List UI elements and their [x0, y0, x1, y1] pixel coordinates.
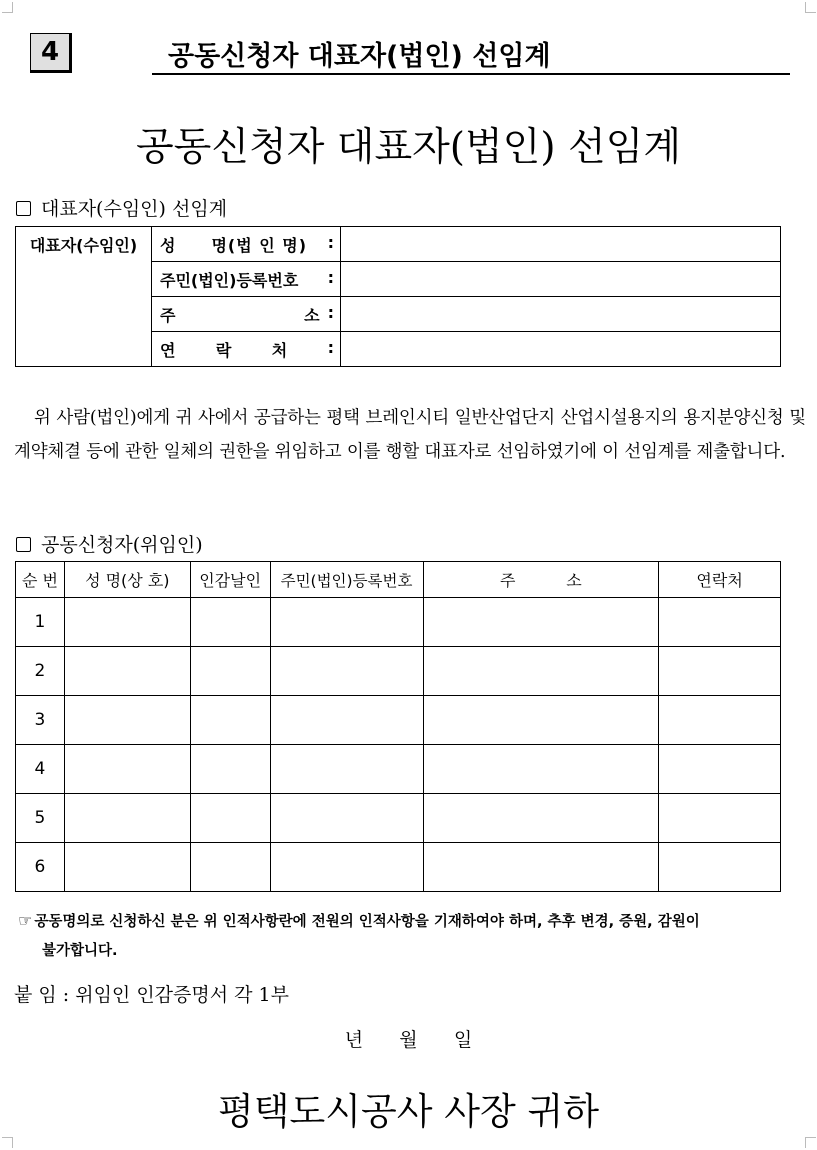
cell-input[interactable]	[190, 843, 270, 892]
cell-input[interactable]	[64, 598, 190, 647]
table-row	[16, 647, 781, 696]
cell-input[interactable]	[423, 598, 659, 647]
row-number: 4	[16, 745, 65, 794]
cell-input[interactable]	[190, 598, 270, 647]
cell-input[interactable]	[423, 647, 659, 696]
section-rep-label: 대표자(수임인) 선임계	[41, 198, 228, 220]
table-row	[16, 794, 781, 843]
rep-address-input[interactable]	[341, 297, 781, 332]
cell-input[interactable]	[659, 647, 781, 696]
cell-input[interactable]	[64, 794, 190, 843]
field-label-part: 처	[271, 340, 288, 360]
crop-mark-top-left	[2, 2, 13, 13]
crop-mark-bottom-right	[805, 1137, 816, 1148]
row-number: 5	[16, 794, 65, 843]
recipient-line: 평택도시공사 사장 귀하	[218, 1090, 599, 1133]
cell-input[interactable]	[64, 843, 190, 892]
rep-regno-input[interactable]	[341, 262, 781, 297]
col-header-contact: 연락처	[659, 562, 781, 598]
rep-field-name-label	[152, 227, 341, 262]
table-row	[16, 696, 781, 745]
table-row	[16, 843, 781, 892]
row-number: 1	[16, 598, 65, 647]
field-colon: :	[327, 302, 334, 322]
col-header-address: 주 소	[423, 562, 659, 598]
form-number-badge: 4	[30, 33, 72, 73]
delegator-table	[15, 561, 781, 892]
field-label-part: 소	[304, 305, 320, 325]
checkbox-icon	[16, 201, 31, 216]
cell-input[interactable]	[659, 794, 781, 843]
field-colon: :	[327, 267, 334, 287]
pointing-hand-icon: ☞	[18, 911, 33, 930]
cell-input[interactable]	[270, 745, 423, 794]
cell-input[interactable]	[190, 696, 270, 745]
header-title: 공동신청자 대표자(법인) 선임계	[168, 41, 551, 72]
field-colon: :	[327, 232, 334, 252]
cell-input[interactable]	[64, 696, 190, 745]
cell-input[interactable]	[270, 843, 423, 892]
cell-input[interactable]	[659, 696, 781, 745]
cell-input[interactable]	[64, 745, 190, 794]
notice-line-1: 공동명의로 신청하신 분은 위 인적사항란에 전원의 인적사항을 기재하여야 하며, 추후 변경, 증원, 감원이	[34, 914, 700, 930]
cell-input[interactable]	[270, 647, 423, 696]
row-number: 3	[16, 696, 65, 745]
field-label-part: 성	[160, 235, 176, 255]
cell-input[interactable]	[270, 598, 423, 647]
field-label-part: 명(법 인 명)	[211, 235, 308, 255]
field-colon: :	[327, 337, 334, 357]
field-label-part: 주민(법인)등록번호	[160, 270, 299, 290]
col-header-regno: 주민(법인)등록번호	[270, 562, 423, 598]
crop-mark-bottom-left	[2, 1137, 13, 1148]
checkbox-icon	[16, 537, 31, 552]
cell-input[interactable]	[423, 696, 659, 745]
cell-input[interactable]	[659, 843, 781, 892]
row-number: 2	[16, 647, 65, 696]
col-header-name: 성 명(상 호)	[64, 562, 190, 598]
rep-name-input[interactable]	[341, 227, 781, 262]
section-rep-heading	[16, 194, 227, 221]
cell-input[interactable]	[659, 745, 781, 794]
rep-row-label: 대표자(수임인)	[16, 227, 152, 367]
row-number: 6	[16, 843, 65, 892]
table-header-row	[16, 562, 781, 598]
field-label-part: 락	[215, 340, 232, 360]
notice-text	[18, 906, 808, 966]
cell-input[interactable]	[190, 794, 270, 843]
delegation-paragraph: 위 사람(법인)에게 귀 사에서 공급하는 평택 브레인시티 일반산업단지 산업시설용지의 용지분양신청 및 계약체결 등에 관한 일체의 권한을 위임하고 이를 행할 대표자로 선임하였기에 이 선임계를 제출합니다.	[14, 408, 806, 462]
rep-field-contact-label	[152, 332, 341, 367]
cell-input[interactable]	[270, 696, 423, 745]
cell-input[interactable]	[423, 794, 659, 843]
notice-line-2: 불가합니다.	[42, 943, 118, 959]
cell-input[interactable]	[423, 745, 659, 794]
table-row	[16, 598, 781, 647]
rep-field-regno-label	[152, 262, 341, 297]
attachment-line: 붙 임 : 위임인 인감증명서 각 1부	[14, 984, 289, 1006]
field-label-part: 주	[160, 305, 176, 325]
field-label-part: 연	[160, 340, 176, 360]
rep-contact-input[interactable]	[341, 332, 781, 367]
section-delegator-heading	[16, 530, 203, 557]
section-delegator-label: 공동신청자(위임인)	[41, 534, 203, 556]
rep-field-address-label	[152, 297, 341, 332]
date-line: 년 월 일	[344, 1029, 473, 1051]
crop-mark-top-right	[805, 2, 816, 13]
cell-input[interactable]	[423, 843, 659, 892]
col-header-seal: 인감날인	[190, 562, 270, 598]
cell-input[interactable]	[190, 745, 270, 794]
representative-table	[15, 226, 781, 367]
col-header-seq: 순 번	[16, 562, 65, 598]
cell-input[interactable]	[64, 647, 190, 696]
header-underline	[152, 73, 790, 75]
cell-input[interactable]	[190, 647, 270, 696]
cell-input[interactable]	[270, 794, 423, 843]
cell-input[interactable]	[659, 598, 781, 647]
page-title: 공동신청자 대표자(법인) 선임계	[136, 125, 681, 170]
table-row	[16, 745, 781, 794]
